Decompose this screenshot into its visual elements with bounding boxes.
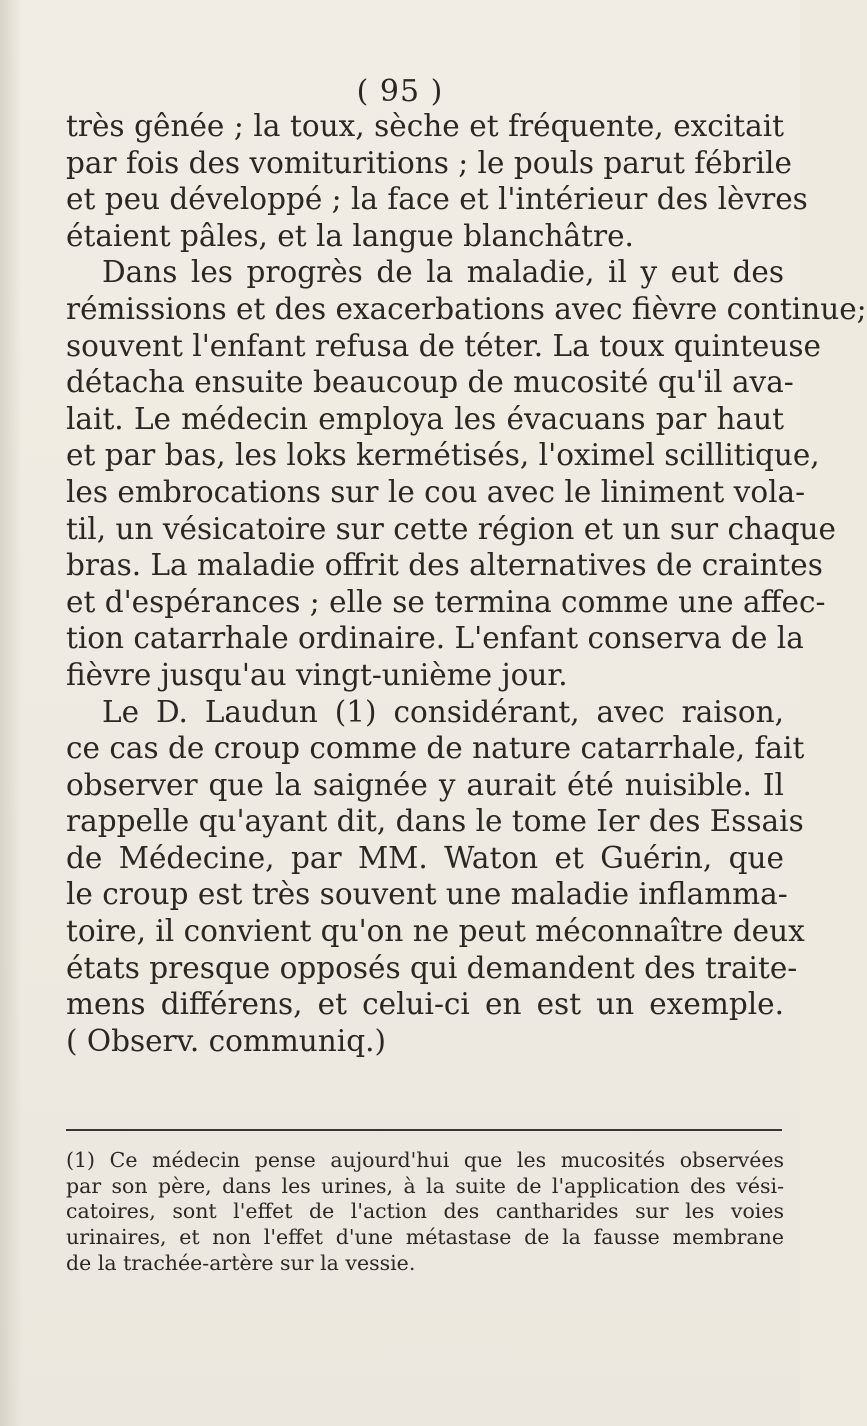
- text-line: observer que la saignée y aurait été nuisible. Il: [66, 767, 784, 802]
- text-line: lait. Le médecin employa les évacuans par haut: [66, 401, 784, 436]
- text-line: mens différens, et celui-ci en est un exemple.: [66, 987, 784, 1022]
- footnote-line: de la trachée-artère sur la vessie.: [66, 1250, 416, 1275]
- text-line: fièvre jusqu'au vingt-unième jour.: [66, 657, 568, 692]
- text-line: ce cas de croup comme de nature catarrhale, fait: [66, 731, 805, 766]
- text-line: souvent l'enfant refusa de téter. La toux quinteuse: [66, 328, 821, 363]
- page-number: ( 95 ): [356, 74, 444, 109]
- text-line: le croup est très souvent une maladie inflamma-: [66, 877, 788, 912]
- footnote: [66, 1148, 784, 1276]
- text-line: états presque opposés qui demandent des traite-: [66, 950, 798, 985]
- text-line: bras. La maladie offrit des alternatives de craintes: [66, 548, 823, 583]
- text-line: tion catarrhale ordinaire. L'enfant conserva de la: [66, 621, 804, 656]
- text-line: rémissions et des exacerbations avec fièvre continue;: [66, 291, 867, 326]
- binding-shadow: [0, 0, 22, 1426]
- footnote-line: urinaires, et non l'effet d'une métastase de la fausse membrane: [66, 1225, 784, 1250]
- text-line: til, un vésicatoire sur cette région et un sur chaque: [66, 511, 836, 546]
- text-line: ( Observ. communiq.): [66, 1023, 387, 1058]
- body-text: [66, 108, 867, 1059]
- footnote-separator: [66, 1129, 782, 1131]
- text-line: et peu développé ; la face et l'intérieur des lèvres: [66, 182, 808, 217]
- text-line: détacha ensuite beaucoup de mucosité qu'il ava-: [66, 365, 794, 400]
- text-line: rappelle qu'ayant dit, dans le tome Ier des Essais: [66, 804, 804, 839]
- text-line: Le D. Laudun (1) considérant, avec raison,: [102, 694, 784, 729]
- footnote-line: par son père, dans les urines, à la suite de l'application des vési-: [66, 1173, 784, 1198]
- text-line: étaient pâles, et la langue blanchâtre.: [66, 218, 634, 253]
- text-line: très gênée ; la toux, sèche et fréquente, excitait: [66, 109, 784, 143]
- footnote-line: catoires, sont l'effet de l'action des cantharides sur les voies: [66, 1199, 784, 1224]
- text-line: les embrocations sur le cou avec le liniment vola-: [66, 474, 806, 509]
- text-line: Dans les progrès de la maladie, il y eut des: [102, 255, 784, 290]
- footnote-line: (1) Ce médecin pense aujourd'hui que les mucosités observées: [66, 1148, 784, 1172]
- text-line: de Médecine, par MM. Waton et Guérin, que: [66, 840, 784, 875]
- text-line: toire, il convient qu'on ne peut méconnaître deux: [66, 914, 805, 949]
- text-line: par fois des vomituritions ; le pouls parut fébrile: [66, 145, 792, 180]
- text-line: et d'espérances ; elle se termina comme une affec-: [66, 584, 826, 619]
- text-line: et par bas, les loks kermétisés, l'oximel scillitique,: [66, 438, 820, 473]
